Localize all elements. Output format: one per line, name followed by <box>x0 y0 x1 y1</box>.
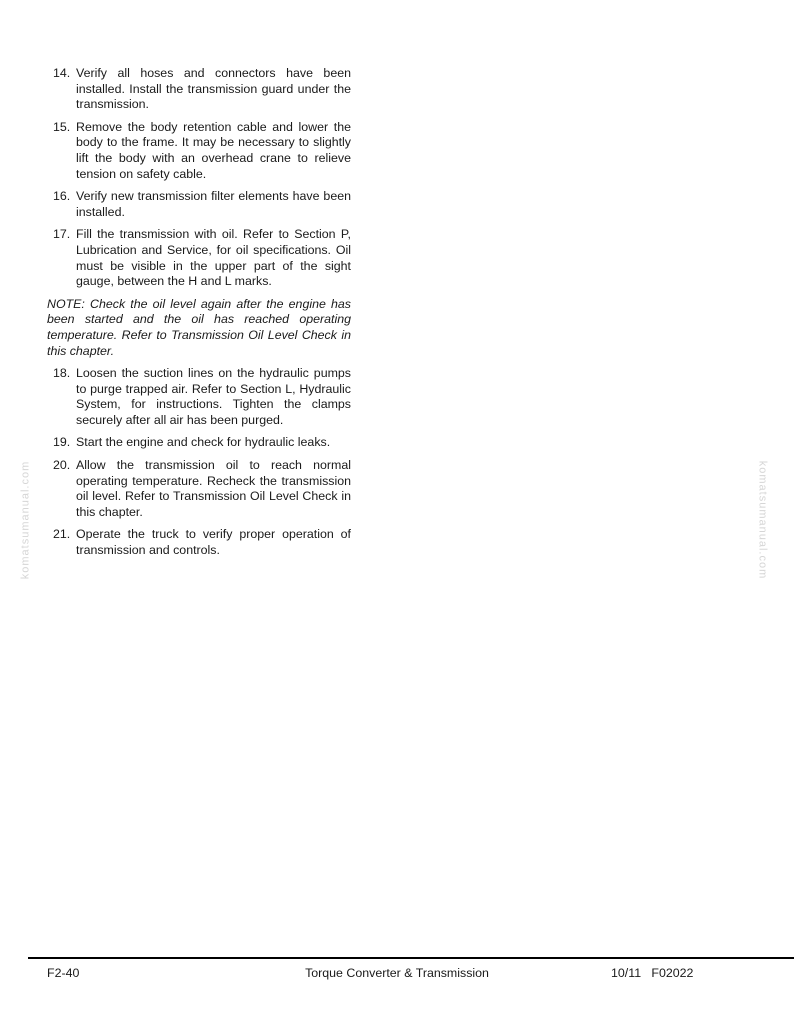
step-text: Remove the body retention cable and lower the body to the frame. It may be necessary to slightly lift the body with an overhead crane to relieve tension on safety cable. <box>76 119 351 181</box>
footer-chapter-title: Torque Converter & Transmission <box>305 966 489 980</box>
step-text: Start the engine and check for hydraulic leaks. <box>76 435 331 450</box>
step-number: 15. <box>53 119 71 134</box>
step-text: Allow the transmission oil to reach normal operating temperature. Recheck the transmission oil level. Refer to Transmission Oil Level Check in this chapter. <box>76 458 351 519</box>
step-14 <box>47 66 351 113</box>
step-text: Fill the transmission with oil. Refer to Section P, Lubrication and Service, for oil specifications. Oil must be visible in the upper part of the sight gauge, between the H and L marks. <box>76 227 351 289</box>
procedure-column <box>47 66 351 566</box>
step-19 <box>47 435 351 451</box>
step-number: 20. <box>53 458 71 473</box>
step-16 <box>47 189 351 220</box>
step-20 <box>47 458 351 520</box>
step-text: Verify new transmission filter elements have been installed. <box>76 189 351 219</box>
footer-divider <box>28 957 794 959</box>
step-21 <box>47 527 351 558</box>
step-15 <box>47 120 351 182</box>
watermark-right: komatsumanual.com <box>756 460 769 580</box>
step-17 <box>47 227 351 289</box>
step-number: 17. <box>53 227 71 242</box>
step-text: Loosen the suction lines on the hydraulic pumps to purge trapped air. Refer to Section L, Hydraulic System, for instructions. Tighten the clamps securely after all air has been purged. <box>76 366 351 427</box>
footer-revision: 10/11 F02022 <box>611 966 694 980</box>
step-number: 16. <box>53 189 71 204</box>
step-number: 18. <box>53 366 71 381</box>
step-number: 19. <box>53 435 71 450</box>
step-number: 21. <box>53 527 71 542</box>
step-text: Operate the truck to verify proper operation of transmission and controls. <box>76 527 351 558</box>
step-text: Verify all hoses and connectors have been installed. Install the transmission guard under the transmission. <box>76 66 351 112</box>
note-paragraph: NOTE: Check the oil level again after the engine has been started and the oil has reached operating temperature. Refer to Transmission Oil Level Check in this chapter. <box>47 296 351 358</box>
watermark-left: komatsumanual.com <box>19 460 32 580</box>
step-18 <box>47 366 351 428</box>
step-number: 14. <box>53 66 71 80</box>
footer-page-number: F2-40 <box>47 966 80 980</box>
